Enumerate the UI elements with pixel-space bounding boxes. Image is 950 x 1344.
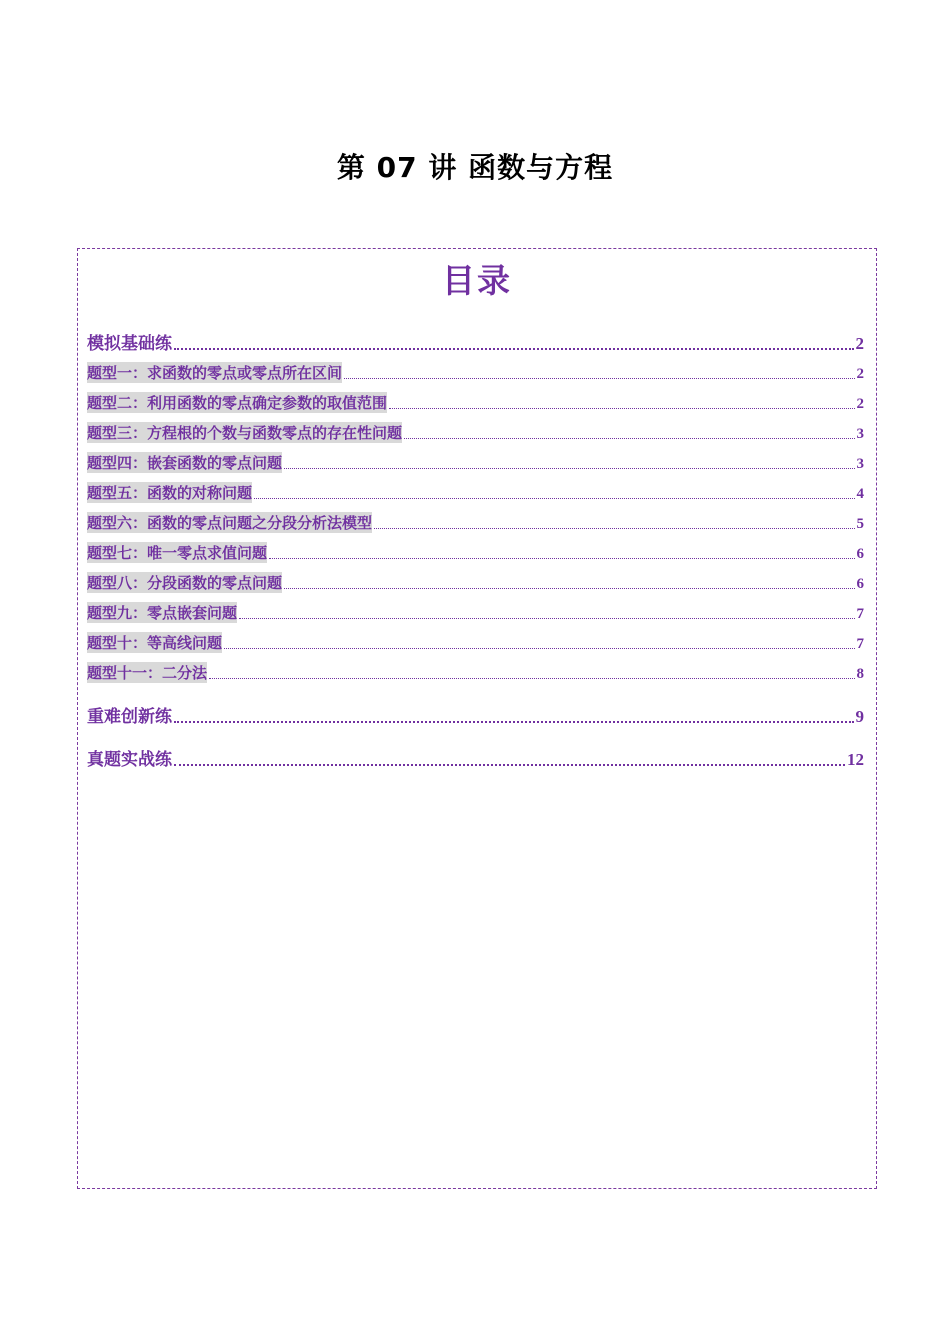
toc-page-number: 8 [856,666,864,682]
toc-entry-label: 题型五：函数的对称问题 [87,484,253,502]
toc-entry-type-9[interactable] [87,602,864,623]
toc-page-number: 12 [847,750,864,769]
toc-entry-mock-basic[interactable] [87,329,864,354]
toc-page-number: 6 [856,546,864,562]
toc-entry-label: 题型九：零点嵌套问题 [87,604,238,622]
toc-entry-real-exam[interactable] [87,745,864,770]
dot-leader [269,558,854,559]
table-of-contents [77,248,877,1189]
toc-entry-type-6[interactable] [87,512,864,533]
dot-leader [174,721,854,723]
toc-entry-type-2[interactable] [87,392,864,413]
dot-leader [174,764,845,766]
toc-heading: 目录 [442,261,512,300]
dot-leader [209,678,854,679]
toc-entry-type-7[interactable] [87,542,864,563]
document-title: 第 07 讲 函数与方程 [336,151,614,184]
toc-page-number: 5 [856,516,864,532]
toc-page-number: 3 [856,456,864,472]
toc-page-number: 2 [855,334,864,353]
toc-page-number: 7 [856,636,864,652]
toc-entry-label: 题型一：求函数的零点或零点所在区间 [87,364,343,382]
toc-page-number: 4 [856,486,864,502]
toc-entry-type-10[interactable] [87,632,864,653]
dot-leader [174,348,854,350]
toc-entry-type-3[interactable] [87,422,864,443]
toc-entry-type-8[interactable] [87,572,864,593]
dot-leader [404,438,854,439]
dot-leader [344,378,854,379]
dot-leader [284,588,854,589]
toc-entry-label: 题型二：利用函数的零点确定参数的取值范围 [87,394,388,412]
toc-entry-label: 题型三：方程根的个数与函数零点的存在性问题 [87,424,403,442]
dot-leader [224,648,854,649]
dot-leader [254,498,854,499]
toc-entry-label: 真题实战练 [87,750,172,770]
toc-entry-type-5[interactable] [87,482,864,503]
toc-entry-label: 重难创新练 [87,707,172,727]
toc-page-number: 2 [856,366,864,382]
toc-entry-label: 题型八：分段函数的零点问题 [87,574,283,592]
toc-entry-label: 题型四：嵌套函数的零点问题 [87,454,283,472]
toc-entry-hard-innovation[interactable] [87,702,864,727]
toc-entry-label: 题型六：函数的零点问题之分段分析法模型 [87,514,373,532]
toc-entry-type-1[interactable] [87,362,864,383]
dot-leader [284,468,854,469]
toc-page-number: 9 [855,707,864,726]
toc-entry-label: 模拟基础练 [87,334,172,354]
toc-page-number: 3 [856,426,864,442]
toc-entry-type-4[interactable] [87,452,864,473]
toc-entry-type-11[interactable] [87,662,864,683]
toc-page-number: 2 [856,396,864,412]
dot-leader [389,408,854,409]
toc-entry-label: 题型十：等高线问题 [87,634,223,652]
toc-page-number: 6 [856,576,864,592]
toc-entry-label: 题型七：唯一零点求值问题 [87,544,268,562]
toc-page-number: 7 [856,606,864,622]
dot-leader [374,528,854,529]
toc-entry-label: 题型十一：二分法 [87,664,208,682]
dot-leader [239,618,854,619]
